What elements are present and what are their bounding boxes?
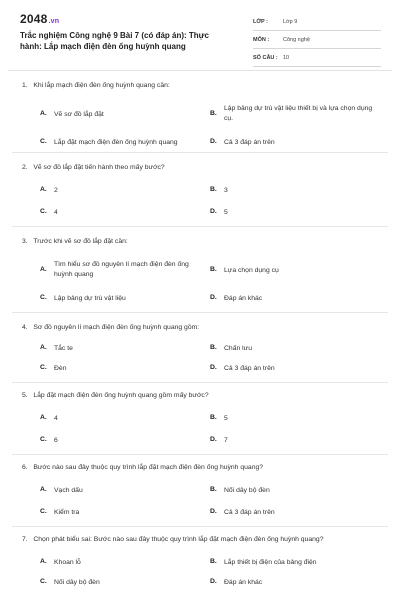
question-number: 4. (22, 324, 28, 331)
option-letter: A. (40, 110, 47, 117)
option-letter: C. (40, 578, 47, 585)
question-body: Lắp đặt mạch điện đèn ống huỳnh quang gồm mấy bước? (33, 392, 209, 399)
option-letter: C. (40, 138, 47, 145)
option-text: Lắp đặt mạch điện đèn ống huỳnh quang (54, 139, 178, 146)
question-body: Khi lắp mạch điện đèn ống huỳnh quang cần: (33, 82, 170, 89)
option-text: Đèn (54, 365, 67, 372)
option-letter: A. (40, 266, 47, 273)
option-text: 3 (224, 187, 228, 194)
option-letter: B. (210, 486, 217, 493)
header-divider (8, 70, 392, 71)
question-body: Vẽ sơ đồ lắp đặt tiến hành theo mấy bước? (33, 164, 165, 171)
option-text: 5 (224, 209, 228, 216)
question-text (22, 238, 128, 245)
meta-class-value: Lớp 9 (283, 19, 298, 25)
question-divider (12, 526, 388, 527)
meta-subject-label: MÔN : (253, 37, 270, 43)
question-number: 3. (22, 238, 28, 245)
option-text: Tắc te (54, 345, 73, 352)
question-number: 5. (22, 392, 28, 399)
option-letter: D. (210, 578, 217, 585)
option-letter: B. (210, 186, 217, 193)
option-letter: A. (40, 344, 47, 351)
option-letter: D. (210, 436, 217, 443)
question-body: Chọn phát biểu sai: Bước nào sau đây thuộc quy trình lắp đặt mạch điện đèn ống huỳnh quang? (33, 536, 324, 543)
option-letter: B. (210, 414, 217, 421)
option-text: Tìm hiểu sơ đồ nguyên lí mạch điện đèn ống huỳnh quang (54, 261, 189, 278)
option-text: Cả 3 đáp án trên (224, 139, 275, 146)
document-title: Trắc nghiệm Công nghệ 9 Bài 7 (có đáp án): Thực hành: Lắp mạch điện đèn ống huỳnh quang (20, 31, 209, 51)
option-letter: D. (210, 364, 217, 371)
question-number: 6. (22, 464, 28, 471)
meta-count-label: SỐ CÂU : (253, 55, 278, 61)
logo-text: 2048 (20, 12, 48, 26)
option-text: Vẽ sơ đồ lắp đặt (54, 111, 104, 118)
option-letter: C. (40, 436, 47, 443)
question-text (22, 164, 165, 171)
question-divider (12, 312, 388, 313)
option-letter: D. (210, 508, 217, 515)
option-letter: A. (40, 414, 47, 421)
meta-class-label: LỚP : (253, 19, 268, 25)
option-text: 4 (54, 209, 58, 216)
question-number: 2. (22, 164, 28, 171)
option-text: 4 (54, 415, 58, 422)
question-body: Bước nào sau đây thuộc quy trình lắp đặt mạch điện đèn ống huỳnh quang? (33, 464, 264, 471)
option-letter: C. (40, 508, 47, 515)
option-text: Vạch dấu (54, 487, 83, 494)
question-number: 7. (22, 536, 28, 543)
option-letter: D. (210, 208, 217, 215)
question-text (22, 392, 209, 399)
question-number: 1. (22, 82, 28, 89)
option-text: Nối dây bộ đèn (224, 487, 270, 494)
question-divider (12, 382, 388, 383)
option-text: Đáp án khác (224, 295, 263, 302)
option-text: Lựa chọn dụng cụ (224, 267, 279, 274)
option-text: 7 (224, 437, 228, 444)
option-letter: A. (40, 486, 47, 493)
meta-subject (253, 34, 381, 49)
option-text: Khoan lỗ (54, 559, 81, 566)
option-letter: B. (210, 110, 217, 117)
option-letter: B. (210, 558, 217, 565)
option-text: 6 (54, 437, 58, 444)
option-letter: C. (40, 294, 47, 301)
question-text (22, 82, 170, 89)
question-text (22, 536, 324, 543)
option-letter: D. (210, 138, 217, 145)
option-letter: A. (40, 558, 47, 565)
option-letter: D. (210, 294, 217, 301)
option-text: Lập bảng dự trù vật liệu thiết bị và lựa chọn dụng cụ. (224, 105, 373, 122)
question-divider (12, 152, 388, 153)
option-letter: C. (40, 208, 47, 215)
document-meta (253, 16, 381, 70)
option-text: Đáp án khác (224, 579, 263, 586)
option-letter: B. (210, 266, 217, 273)
question-divider (12, 226, 388, 227)
meta-count (253, 52, 381, 67)
question-divider (12, 454, 388, 455)
question-body: Sơ đồ nguyên lí mạch điện đèn ống huỳnh quang gồm: (33, 324, 200, 331)
option-text: Lập bảng dự trù vật liệu (54, 295, 126, 302)
option-text: 5 (224, 415, 228, 422)
meta-count-value: 10 (283, 55, 290, 61)
question-body: Trước khi vẽ sơ đồ lắp đặt cần: (33, 238, 128, 245)
option-text: Cả 3 đáp án trên (224, 509, 275, 516)
option-text: Lắp thiết bị điện của bảng điện (224, 559, 317, 566)
option-letter: C. (40, 364, 47, 371)
page-header (0, 0, 400, 66)
option-text: Nối dây bộ đèn (54, 579, 100, 586)
option-text: Kiểm tra (54, 509, 80, 516)
option-text: Chấn lưu (224, 345, 252, 352)
meta-class (253, 16, 381, 31)
question-text (22, 324, 199, 331)
meta-subject-value: Công nghệ (283, 37, 310, 43)
question-text (22, 464, 263, 471)
option-letter: B. (210, 344, 217, 351)
logo-suffix: .vn (48, 18, 60, 25)
option-letter: A. (40, 186, 47, 193)
option-text: Cả 3 đáp án trên (224, 365, 275, 372)
option-text: 2 (54, 187, 58, 194)
site-logo[interactable] (20, 12, 59, 26)
